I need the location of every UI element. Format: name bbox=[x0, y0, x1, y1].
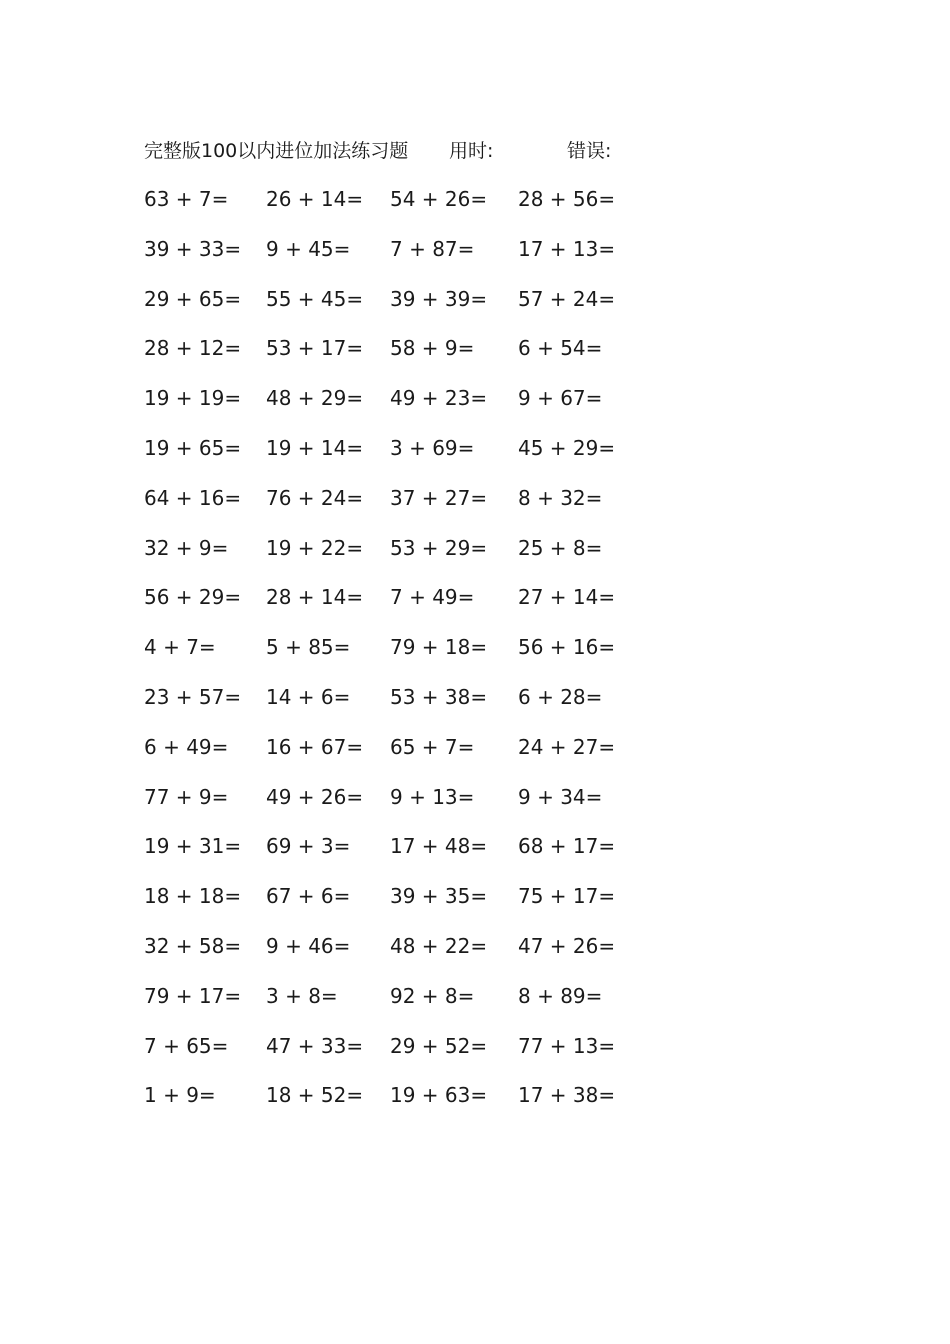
problem-item: 5 + 85= bbox=[266, 635, 351, 660]
problem-item: 29 + 65= bbox=[144, 286, 242, 311]
problem-item: 19 + 65= bbox=[144, 435, 242, 460]
problem-item: 28 + 14= bbox=[266, 585, 364, 610]
problem-row bbox=[0, 782, 950, 832]
problem-item: 6 + 28= bbox=[518, 684, 603, 709]
problem-item: 17 + 13= bbox=[518, 236, 616, 261]
problem-item: 64 + 16= bbox=[144, 485, 242, 510]
problem-item: 48 + 22= bbox=[390, 933, 488, 958]
worksheet-title: 完整版100以内进位加法练习题 bbox=[144, 140, 409, 162]
problem-item: 19 + 31= bbox=[144, 834, 242, 859]
problem-row bbox=[0, 284, 950, 334]
problem-item: 8 + 32= bbox=[518, 485, 603, 510]
problem-item: 6 + 54= bbox=[518, 336, 603, 361]
problem-item: 7 + 87= bbox=[390, 236, 475, 261]
problem-row bbox=[0, 682, 950, 732]
problem-item: 45 + 29= bbox=[518, 435, 616, 460]
problem-grid bbox=[0, 184, 950, 1130]
problem-item: 77 + 9= bbox=[144, 784, 229, 809]
problem-item: 37 + 27= bbox=[390, 485, 488, 510]
problem-item: 18 + 52= bbox=[266, 1083, 364, 1108]
problem-item: 9 + 67= bbox=[518, 386, 603, 411]
problem-item: 7 + 49= bbox=[390, 585, 475, 610]
problem-row bbox=[0, 881, 950, 931]
problem-item: 16 + 67= bbox=[266, 734, 364, 759]
problem-item: 9 + 13= bbox=[390, 784, 475, 809]
problem-item: 28 + 56= bbox=[518, 187, 616, 211]
problem-item: 9 + 46= bbox=[266, 933, 351, 958]
problem-item: 48 + 29= bbox=[266, 386, 364, 411]
errors-label: 错误: bbox=[567, 140, 612, 162]
problem-row bbox=[0, 184, 950, 234]
problem-row bbox=[0, 582, 950, 632]
problem-item: 8 + 89= bbox=[518, 983, 603, 1008]
problem-item: 58 + 9= bbox=[390, 336, 475, 361]
problem-item: 56 + 16= bbox=[518, 635, 616, 660]
problem-item: 67 + 6= bbox=[266, 884, 351, 909]
problem-item: 77 + 13= bbox=[518, 1033, 616, 1058]
problem-item: 55 + 45= bbox=[266, 286, 364, 311]
problem-item: 69 + 3= bbox=[266, 834, 351, 859]
problem-row bbox=[0, 981, 950, 1031]
problem-item: 49 + 26= bbox=[266, 784, 364, 809]
problem-item: 23 + 57= bbox=[144, 684, 242, 709]
problem-item: 27 + 14= bbox=[518, 585, 616, 610]
problem-item: 3 + 69= bbox=[390, 435, 475, 460]
problem-item: 3 + 8= bbox=[266, 983, 338, 1008]
problem-item: 19 + 63= bbox=[390, 1083, 488, 1108]
problem-item: 47 + 33= bbox=[266, 1033, 364, 1058]
problem-row bbox=[0, 831, 950, 881]
problem-item: 26 + 14= bbox=[266, 187, 364, 211]
problem-item: 14 + 6= bbox=[266, 684, 351, 709]
problem-row bbox=[0, 732, 950, 782]
problem-item: 17 + 48= bbox=[390, 834, 488, 859]
problem-item: 53 + 17= bbox=[266, 336, 364, 361]
time-label: 用时: bbox=[449, 140, 494, 162]
problem-item: 7 + 65= bbox=[144, 1033, 229, 1058]
problem-row bbox=[0, 931, 950, 981]
problem-row bbox=[0, 1031, 950, 1081]
problem-item: 47 + 26= bbox=[518, 933, 616, 958]
problem-row bbox=[0, 234, 950, 284]
problem-item: 1 + 9= bbox=[144, 1083, 216, 1108]
problem-item: 19 + 19= bbox=[144, 386, 242, 411]
problem-row bbox=[0, 333, 950, 383]
problem-item: 28 + 12= bbox=[144, 336, 242, 361]
problem-item: 19 + 22= bbox=[266, 535, 364, 560]
problem-item: 17 + 38= bbox=[518, 1083, 616, 1108]
problem-item: 65 + 7= bbox=[390, 734, 475, 759]
problem-item: 29 + 52= bbox=[390, 1033, 488, 1058]
problem-item: 53 + 38= bbox=[390, 684, 488, 709]
problem-row bbox=[0, 632, 950, 682]
problem-item: 4 + 7= bbox=[144, 635, 216, 660]
problem-item: 53 + 29= bbox=[390, 535, 488, 560]
problem-item: 9 + 45= bbox=[266, 236, 351, 261]
problem-item: 39 + 35= bbox=[390, 884, 488, 909]
problem-item: 6 + 49= bbox=[144, 734, 229, 759]
problem-item: 79 + 17= bbox=[144, 983, 242, 1008]
problem-item: 49 + 23= bbox=[390, 386, 488, 411]
problem-item: 79 + 18= bbox=[390, 635, 488, 660]
worksheet-header bbox=[144, 136, 611, 166]
problem-item: 56 + 29= bbox=[144, 585, 242, 610]
problem-item: 25 + 8= bbox=[518, 535, 603, 560]
problem-item: 32 + 58= bbox=[144, 933, 242, 958]
problem-item: 18 + 18= bbox=[144, 884, 242, 909]
problem-item: 76 + 24= bbox=[266, 485, 364, 510]
problem-row bbox=[0, 483, 950, 533]
problem-row bbox=[0, 433, 950, 483]
problem-item: 54 + 26= bbox=[390, 187, 488, 211]
problem-row bbox=[0, 383, 950, 433]
problem-item: 39 + 39= bbox=[390, 286, 488, 311]
problem-row bbox=[0, 1080, 950, 1130]
problem-item: 9 + 34= bbox=[518, 784, 603, 809]
problem-item: 19 + 14= bbox=[266, 435, 364, 460]
problem-row bbox=[0, 533, 950, 583]
problem-item: 92 + 8= bbox=[390, 983, 475, 1008]
problem-item: 75 + 17= bbox=[518, 884, 616, 909]
problem-item: 68 + 17= bbox=[518, 834, 616, 859]
problem-item: 24 + 27= bbox=[518, 734, 616, 759]
problem-item: 57 + 24= bbox=[518, 286, 616, 311]
problem-item: 39 + 33= bbox=[144, 236, 242, 261]
problem-item: 32 + 9= bbox=[144, 535, 229, 560]
problem-item: 63 + 7= bbox=[144, 187, 229, 211]
